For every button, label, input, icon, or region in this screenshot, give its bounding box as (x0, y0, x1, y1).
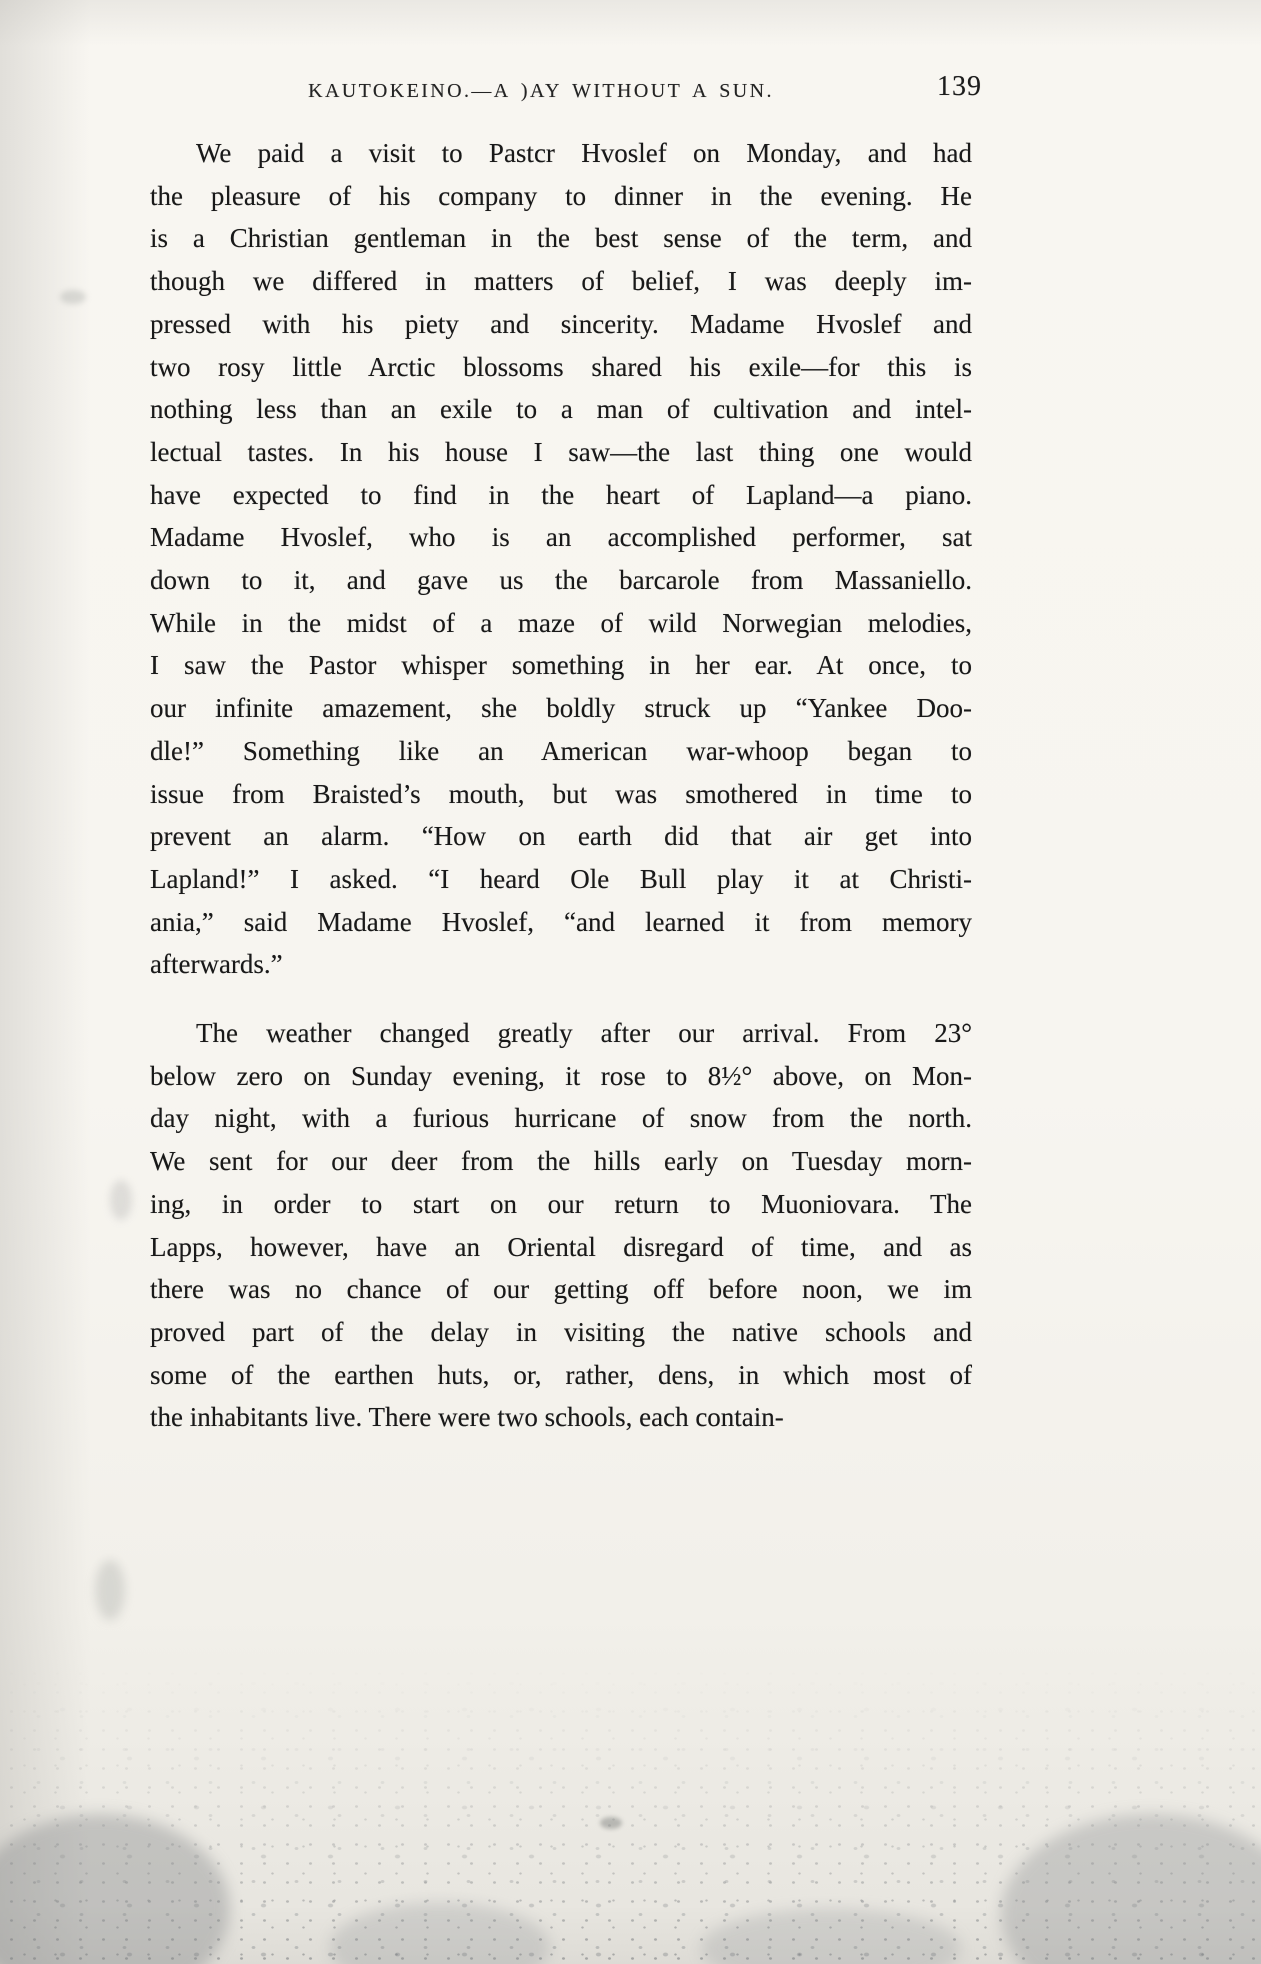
scan-blotch (330, 1902, 550, 1964)
text-line: prevent an alarm. “How on earth did that air get into (150, 821, 972, 852)
text-line: nothing less than an exile to a man of cultivation and intel- (150, 394, 972, 425)
scan-edge-shading-left (0, 0, 90, 1964)
scan-blotch (0, 1814, 230, 1964)
text-line: two rosy little Arctic blossoms shared his exile—for this is (150, 351, 972, 382)
text-line: I saw the Pastor whisper something in her ear. At once, to (150, 650, 972, 681)
scan-noise-bottom (0, 1664, 1261, 1964)
text-line: Lapps, however, have an Oriental disregard of time, and as (150, 1231, 972, 1262)
scan-blotch (600, 1817, 622, 1829)
text-line: there was no chance of our getting off before noon, we im (150, 1274, 972, 1305)
page-content (150, 71, 982, 1439)
text-line: dle!” Something like an American war-whoop began to (150, 735, 972, 766)
text-line: have expected to find in the heart of Lapland—a piano. (150, 479, 972, 510)
body-text (150, 132, 972, 1439)
scan-blotch (1001, 1814, 1261, 1964)
paragraph-1 (150, 132, 972, 986)
text-line: some of the earthen huts, or, rather, dens, in which most of (150, 1359, 972, 1390)
text-line: down to it, and gave us the barcarole from Massaniello. (150, 565, 972, 596)
text-line: ania,” said Madame Hvoslef, “and learned it from memory (150, 906, 972, 937)
text-line: We paid a visit to Pastcr Hvoslef on Monday, and had (196, 138, 972, 168)
scan-edge-shading-top (0, 0, 1261, 46)
paragraph-2 (150, 1012, 972, 1439)
running-header-title: KAUTOKEINO.—A )AY WITHOUT A SUN. (308, 80, 774, 102)
text-line: Lapland!” I asked. “I heard Ole Bull play it at Christi- (150, 863, 972, 894)
text-line: though we differed in matters of belief, I was deeply im- (150, 266, 972, 297)
text-line: The weather changed greatly after our arrival. From 23° (196, 1018, 972, 1049)
page-number: 139 (937, 71, 982, 102)
text-line: lectual tastes. In his house I saw—the last thing one would (150, 436, 972, 467)
text-line: below zero on Sunday evening, it rose to 8½° above, on Mon- (150, 1060, 972, 1091)
text-line: proved part of the delay in visiting the native schools and (150, 1316, 972, 1347)
text-line: ing, in order to start on our return to Muoniovara. The (150, 1188, 972, 1219)
text-line: issue from Braisted’s mouth, but was smothered in time to (150, 778, 972, 809)
text-line: our infinite amazement, she boldly struck up “Yankee Doo- (150, 693, 972, 724)
text-line: pressed with his piety and sincerity. Madame Hvoslef and (150, 308, 972, 339)
text-line: While in the midst of a maze of wild Norwegian melodies, (150, 607, 972, 638)
text-line: We sent for our deer from the hills early on Tuesday morn- (150, 1146, 972, 1177)
scan-blotch (95, 1560, 125, 1620)
running-header (150, 71, 982, 106)
text-line: day night, with a furious hurricane of snow from the north. (150, 1103, 972, 1134)
scan-blotch (701, 1908, 961, 1964)
text-line: is a Christian gentleman in the best sense of the term, and (150, 223, 972, 254)
text-line: Madame Hvoslef, who is an accomplished performer, sat (150, 522, 972, 553)
text-line: the inhabitants live. There were two schools, each contain- (150, 1402, 784, 1433)
text-line: the pleasure of his company to dinner in the evening. He (150, 180, 972, 211)
text-line: afterwards.” (150, 949, 283, 980)
scan-blotch (60, 290, 86, 304)
scan-blotch (110, 1180, 132, 1220)
